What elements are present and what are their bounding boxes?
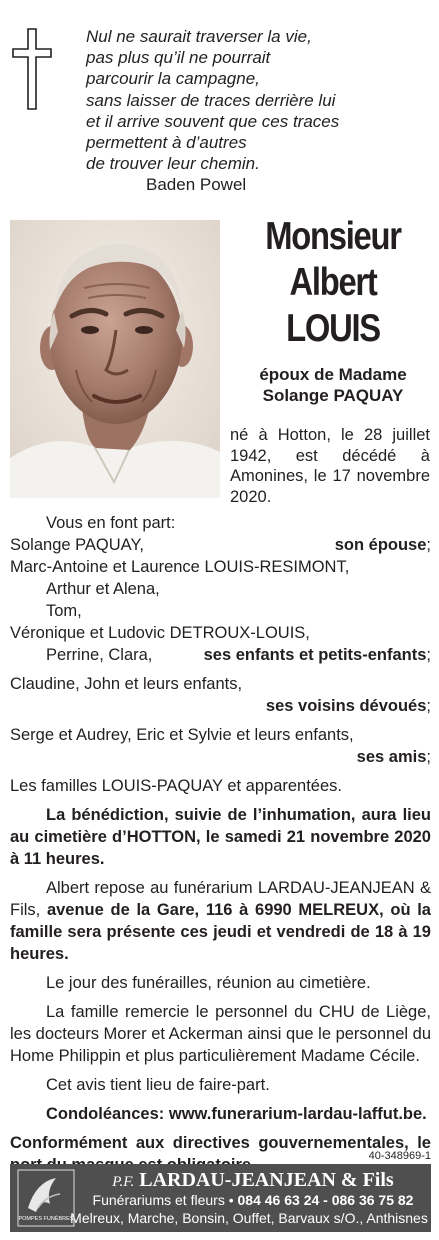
deceased-title: Monsieur bbox=[265, 215, 401, 258]
grandchildren-2: Tom, bbox=[46, 602, 82, 620]
poem-line: sans laisser de traces derrière lui bbox=[86, 90, 336, 110]
notice-text: Cet avis tient lieu de faire-part. bbox=[46, 1076, 270, 1094]
child-1: Marc-Antoine et Laurence LOUIS-RESIMONT, bbox=[10, 558, 350, 576]
ceremony-text: La bénédiction, suivie de l’inhumation, aura lieu au cimetière d’HOTTON, le samedi 21 novembre 2020 à 11 heures. bbox=[10, 806, 431, 868]
gathering-text: Le jour des funérailles, réunion au cimetière. bbox=[46, 974, 371, 992]
announcement-body bbox=[10, 512, 431, 1176]
portrait-photo bbox=[10, 220, 220, 498]
thanks-text: La famille remercie le personnel du CHU de Liège, les docteurs Morer et Ackerman ainsi que le personnel du Home Philippin et plus particulièrement Madame Cécile. bbox=[10, 1003, 431, 1065]
company-name: LARDAU-JEANJEAN & Fils bbox=[139, 1169, 394, 1191]
poem-line: et il arrive souvent que ces traces bbox=[86, 111, 340, 131]
poem-line: pas plus qu’il ne pourrait bbox=[86, 48, 271, 68]
intro-text: Vous en font part: bbox=[46, 514, 176, 532]
poem-line: permettent à d’autres bbox=[86, 133, 247, 153]
locations-line: Melreux, Marche, Bonsin, Ouffet, Barvaux s/O., Anthisnes bbox=[70, 1210, 428, 1226]
spouse-line-2: Solange PAQUAY bbox=[262, 386, 404, 405]
child-2: Véronique et Ludovic DETROUX-LOUIS, bbox=[10, 624, 310, 642]
funeral-home-banner bbox=[10, 1164, 431, 1232]
grandchildren-1: Arthur et Alena, bbox=[46, 580, 160, 598]
neighbours: Claudine, John et leurs enfants, bbox=[10, 675, 243, 693]
semicolon: ; bbox=[426, 536, 431, 554]
funerarium-prefix: Albert repose au funérarium LARDAU-JEANJEAN & Fils, bbox=[10, 879, 431, 919]
logo-text: POMPES FUNÈBRES bbox=[18, 1216, 74, 1222]
spouse-role: son épouse bbox=[334, 536, 427, 554]
deceased-last-name: LOUIS bbox=[286, 307, 380, 350]
company-prefix: P.F. bbox=[112, 1174, 135, 1190]
friends-role: ses amis bbox=[356, 748, 427, 766]
poem-line: Nul ne saurait traverser la vie, bbox=[86, 27, 312, 46]
semicolon: ; bbox=[426, 697, 431, 715]
semicolon: ; bbox=[426, 646, 431, 664]
deceased-name bbox=[248, 214, 418, 352]
semicolon: ; bbox=[426, 748, 431, 766]
phone-numbers: 084 46 63 24 - 086 36 75 82 bbox=[237, 1192, 414, 1208]
spouse-name: Solange PAQUAY, bbox=[10, 536, 144, 554]
neighbours-role-line bbox=[10, 695, 431, 717]
families-line: Les familles LOUIS-PAQUAY et apparentées. bbox=[10, 777, 342, 795]
bullet: • bbox=[228, 1192, 234, 1208]
deceased-first-name: Albert bbox=[289, 261, 377, 304]
cross-icon bbox=[12, 28, 52, 110]
services-line bbox=[80, 1191, 426, 1209]
grandchildren-3: Perrine, Clara, bbox=[46, 646, 153, 664]
poem-author: Baden Powel bbox=[146, 175, 247, 195]
children-role: ses enfants et petits-enfants bbox=[203, 646, 427, 664]
friends-role-line bbox=[10, 746, 431, 768]
spouse-line-1: époux de Madame bbox=[259, 365, 407, 384]
services-text: Funérariums et fleurs bbox=[92, 1192, 225, 1208]
family-row bbox=[10, 534, 431, 556]
family-row bbox=[10, 644, 431, 666]
friends: Serge et Audrey, Eric et Sylvie et leurs enfants, bbox=[10, 726, 354, 744]
spouse-line bbox=[232, 364, 434, 406]
neighbours-role: ses voisins dévoués bbox=[265, 697, 427, 715]
funerarium-address: avenue de la Gare, 116 à 6990 MELREUX, où la famille sera présente ces jeudi et vendredi de 18 à 19 heures. bbox=[10, 901, 431, 963]
poem-line: parcourir la campagne, bbox=[86, 69, 260, 89]
poem bbox=[86, 26, 431, 196]
reference-number: 40-348969-1 bbox=[368, 1150, 431, 1162]
funerarium-text bbox=[10, 877, 431, 965]
mask-notice: Conformément aux directives gouvernementales, le bbox=[10, 1134, 431, 1152]
condolences-link[interactable]: Condoléances: www.funerarium-lardau-laffut.be. bbox=[46, 1105, 427, 1123]
poem-line: de trouver leur chemin. bbox=[86, 154, 260, 174]
birth-death-text: né à Hotton, le 28 juillet 1942, est décédé à Amonines, le 17 novembre 2020. bbox=[230, 426, 430, 506]
